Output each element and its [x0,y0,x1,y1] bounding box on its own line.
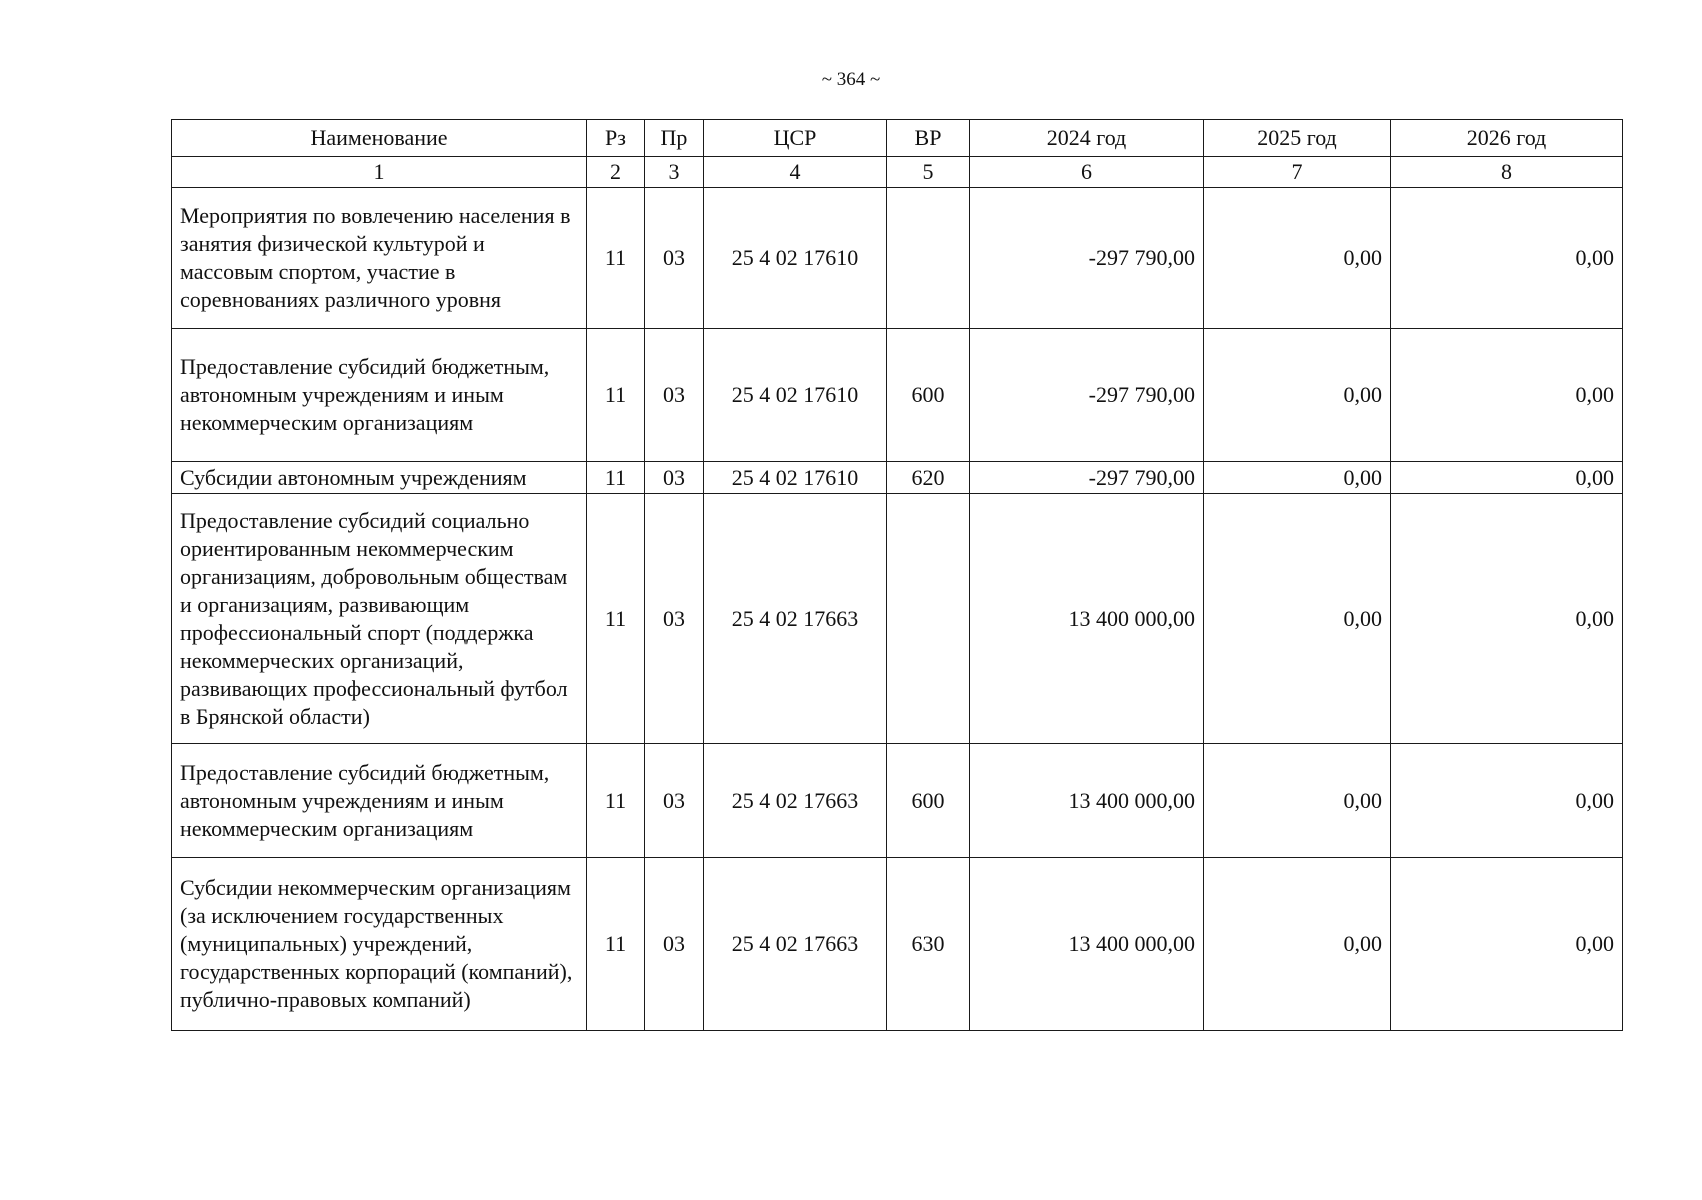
cell-2025: 0,00 [1204,188,1391,329]
header-2026: 2026 год [1391,120,1623,157]
cell-pr: 03 [645,858,704,1031]
cell-name: Субсидии некоммерческим организациям (за исключением государственных (муниципальных) учреждений, государственных корпораций (компаний), публично-правовых компаний) [172,858,587,1031]
table-header [172,120,1623,157]
column-number-row [172,157,1623,188]
header-2024: 2024 год [970,120,1204,157]
cell-2025: 0,00 [1204,494,1391,744]
cell-rz: 11 [587,188,645,329]
cell-pr: 03 [645,188,704,329]
cell-pr: 03 [645,744,704,858]
cell-2024: 13 400 000,00 [970,858,1204,1031]
column-number: 8 [1391,157,1623,188]
cell-csr: 25 4 02 17610 [704,462,887,494]
cell-rz: 11 [587,494,645,744]
column-number: 6 [970,157,1204,188]
header-pr: Пр [645,120,704,157]
cell-pr: 03 [645,462,704,494]
page-number: ~ 364 ~ [821,69,881,90]
cell-name: Предоставление субсидий социально ориентированным некоммерческим организациям, добровольным обществам и организациям, развивающим профессиональный спорт (поддержка некоммерческих организаций, развивающих профессиональный футбол в Брянской области) [172,494,587,744]
cell-2024: -297 790,00 [970,462,1204,494]
cell-csr: 25 4 02 17663 [704,494,887,744]
cell-2026: 0,00 [1391,744,1623,858]
cell-2026: 0,00 [1391,494,1623,744]
cell-2024: -297 790,00 [970,188,1204,329]
cell-vr: 600 [887,744,970,858]
cell-2026: 0,00 [1391,462,1623,494]
cell-2026: 0,00 [1391,188,1623,329]
cell-csr: 25 4 02 17610 [704,188,887,329]
cell-vr: 600 [887,329,970,462]
header-rz: Рз [587,120,645,157]
column-number: 7 [1204,157,1391,188]
budget-table [171,119,1623,1031]
cell-vr [887,494,970,744]
cell-vr: 630 [887,858,970,1031]
cell-pr: 03 [645,494,704,744]
cell-pr: 03 [645,329,704,462]
cell-name: Предоставление субсидий бюджетным, автономным учреждениям и иным некоммерческим организациям [172,329,587,462]
header-row [172,120,1623,157]
cell-2026: 0,00 [1391,329,1623,462]
column-number: 2 [587,157,645,188]
cell-2024: -297 790,00 [970,329,1204,462]
cell-2025: 0,00 [1204,744,1391,858]
cell-2025: 0,00 [1204,858,1391,1031]
cell-2025: 0,00 [1204,462,1391,494]
header-csr: ЦСР [704,120,887,157]
cell-rz: 11 [587,462,645,494]
cell-rz: 11 [587,329,645,462]
cell-csr: 25 4 02 17663 [704,744,887,858]
header-vr: ВР [887,120,970,157]
cell-csr: 25 4 02 17663 [704,858,887,1031]
cell-name: Предоставление субсидий бюджетным, автономным учреждениям и иным некоммерческим организациям [172,744,587,858]
column-number: 4 [704,157,887,188]
table-row [172,744,1623,858]
cell-2025: 0,00 [1204,329,1391,462]
cell-2026: 0,00 [1391,858,1623,1031]
table-row [172,329,1623,462]
column-number: 3 [645,157,704,188]
cell-2024: 13 400 000,00 [970,744,1204,858]
table-row [172,462,1623,494]
table-row [172,188,1623,329]
cell-vr: 620 [887,462,970,494]
cell-rz: 11 [587,858,645,1031]
column-number: 1 [172,157,587,188]
table-row [172,494,1623,744]
cell-rz: 11 [587,744,645,858]
cell-name: Субсидии автономным учреждениям [172,462,587,494]
header-name: Наименование [172,120,587,157]
header-2025: 2025 год [1204,120,1391,157]
column-number: 5 [887,157,970,188]
cell-name: Мероприятия по вовлечению населения в занятия физической культурой и массовым спортом, участие в соревнованиях различного уровня [172,188,587,329]
cell-2024: 13 400 000,00 [970,494,1204,744]
cell-csr: 25 4 02 17610 [704,329,887,462]
cell-vr [887,188,970,329]
table-row [172,858,1623,1031]
